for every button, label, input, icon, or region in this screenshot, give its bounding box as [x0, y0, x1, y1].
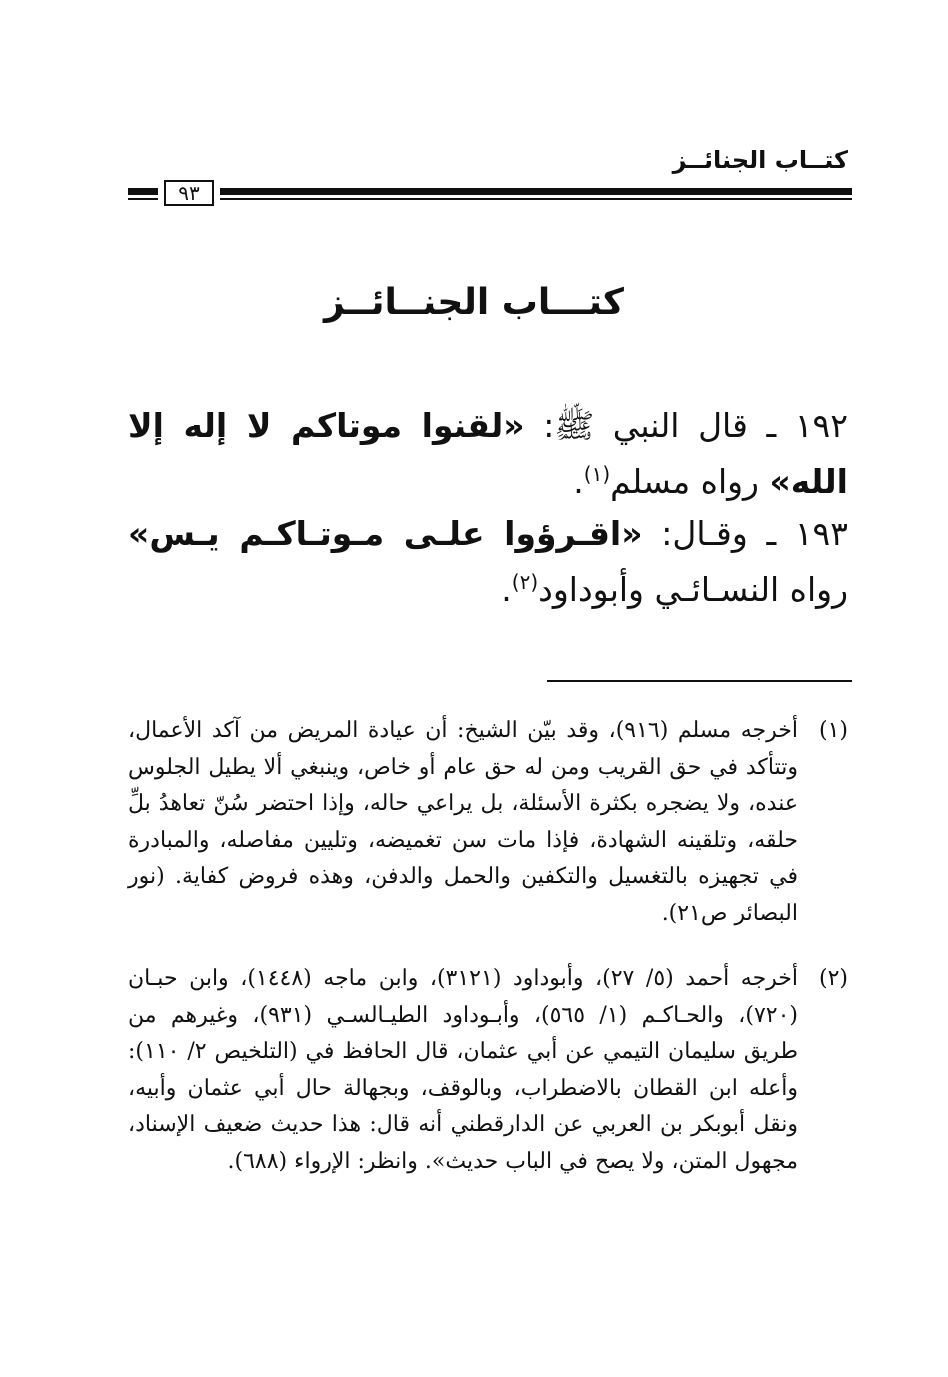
hadith-quote: «لقنوا موتاكم لا إله إلا الله» [128, 406, 848, 501]
hadith-quote: «اقـرؤوا علـى مـوتـاكـم يـس» [128, 514, 643, 553]
chapter-title: كتـــاب الجنــائــز [324, 282, 624, 323]
hadith-prefix: ١٩٢ ـ قال النبي ﷺ: [524, 406, 848, 445]
footnote-2 [128, 961, 848, 1180]
hadith-suffix: رواه النسـائـي وأبوداود [538, 570, 848, 609]
header-rule-left-thin [128, 198, 158, 200]
header-rule [220, 188, 852, 195]
footnote-text: أخرجه أحمد (٥/ ٢٧)، وأبوداود (٣١٢١)، وابن ماجه (١٤٤٨)، وابن حبـان (٧٢٠)، والحـاكـم (١/ ٥٦٥)، وأبـوداود الطيـالسـي (٩٣١)، وغيرهم من طريق سليمان التيمي عن أبي عثمان، قال الحافظ في (التلخيص ٢/ ١١٠): وأعله ابن القطان بالاضطراب، وبالوقف، وبجهالة حال أبي عثمان وأبيه، ونقل أبوبكر بن العربي عن الدارقطني أنه قال: هذا حديث ضعيف الإسناد، مجهول المتن، ولا يصح في الباب حديث». وانظر: الإرواء (٦٨٨). [128, 966, 799, 1174]
header-rule-left [128, 188, 158, 195]
running-header-title: كتــاب الجنائــز [672, 146, 848, 174]
page-number: ٩٣ [164, 180, 214, 206]
footnote-reference: (٢) [511, 570, 539, 594]
header-rule-thin [220, 198, 852, 200]
footnote-reference: (١) [583, 462, 611, 486]
footnote-marker: (٢) [818, 966, 848, 991]
hadith-end: . [501, 570, 512, 609]
footnote-marker: (١) [818, 718, 848, 743]
footnote-text: أخرجه مسلم (٩١٦)، وقد بيّن الشيخ: أن عيادة المريض من آكد الأعمال، وتتأكد في حق القريب ومن له حق عام أو خاص، وينبغي ألا يطيل الجلوس عنده، ولا يضجره بكثرة الأسئلة، بل يراعي حاله، وإذا احتضر سُنّ تعاهدُ بلِّ حلقه، وتلقينه الشهادة، فإذا مات سن تغميضه، وتليين مفاصله، والمبادرة في تجهيزه بالتغسيل والتكفين والحمل والدفن، وهذه فروض كفاية. (نور البصائر ص٢١). [128, 718, 798, 926]
hadith-192 [128, 398, 848, 510]
hadith-prefix: ١٩٣ ـ وقـال: [642, 514, 848, 553]
hadith-suffix: رواه مسلم [610, 462, 770, 501]
footnote-1 [128, 713, 848, 932]
footnote-separator [547, 680, 852, 682]
hadith-193 [128, 506, 848, 618]
hadith-end: . [573, 462, 584, 501]
